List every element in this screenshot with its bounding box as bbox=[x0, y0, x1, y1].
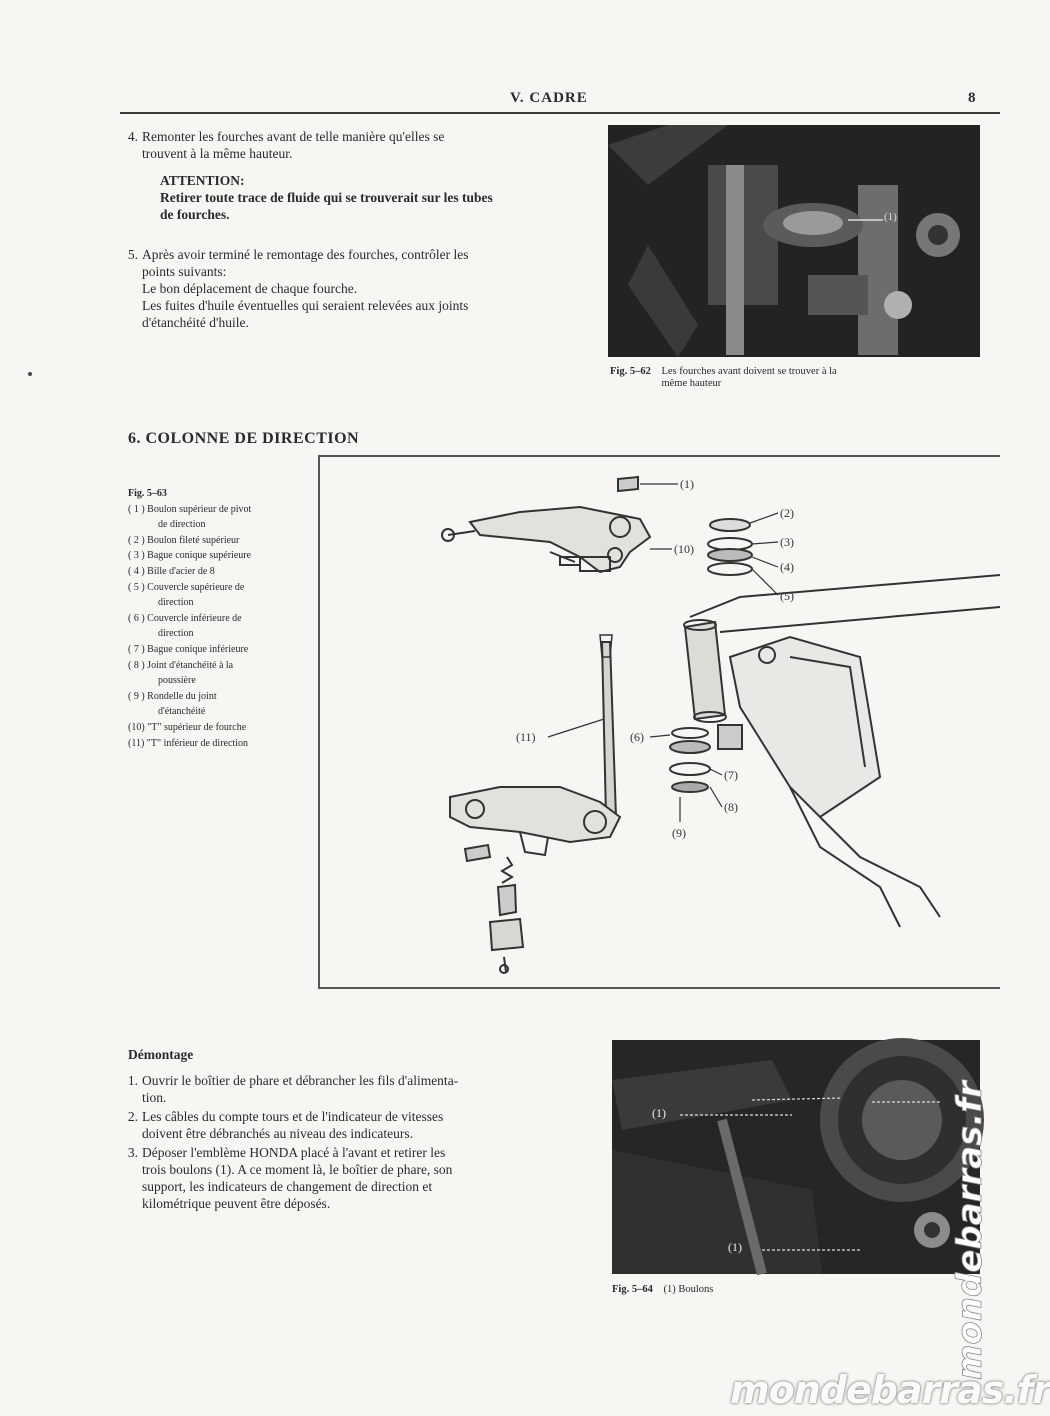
demontage-step-2 bbox=[118, 1108, 568, 1144]
step-line: points suivants: bbox=[142, 264, 227, 279]
demontage-step-1 bbox=[118, 1072, 568, 1108]
step-text bbox=[142, 1072, 458, 1106]
step-number: 3. bbox=[127, 1145, 138, 1160]
step-text bbox=[142, 1144, 452, 1212]
fig64-caption bbox=[612, 1284, 713, 1296]
legend-item-1: ( 1 ) Boulon supérieur de pivot bbox=[128, 503, 252, 515]
step-line: Ouvrir le boîtier de phare et débrancher les fils d'alimenta- bbox=[142, 1073, 459, 1088]
step-4 bbox=[118, 128, 588, 168]
fig62-callout: (1) bbox=[884, 211, 897, 223]
steering-exploded-diagram bbox=[320, 457, 1000, 987]
step-line: trois boulons (1). A ce moment là, le boîtier de phare, son bbox=[142, 1162, 453, 1177]
step-line: Les fuites d'huile éventuelles qui seraient relevées aux joints bbox=[142, 298, 469, 313]
demontage-title: Démontage bbox=[128, 1047, 194, 1062]
legend-item-6: ( 6 ) Couvercle inférieure de bbox=[128, 612, 242, 624]
header-rule bbox=[120, 112, 1000, 114]
steering-stem bbox=[602, 642, 616, 817]
callout-9: (9) bbox=[672, 826, 686, 840]
legend-item-5: ( 5 ) Couvercle supérieure de bbox=[128, 581, 245, 593]
step-line: tion. bbox=[142, 1090, 167, 1105]
fig62-caption bbox=[610, 366, 980, 390]
fig64-photo bbox=[612, 1040, 980, 1274]
watermark-bottom: mondebarras.fr bbox=[730, 1368, 1050, 1412]
frame-gusset bbox=[730, 637, 880, 817]
margin-dot bbox=[28, 372, 32, 376]
pivot-bolt bbox=[618, 477, 638, 491]
fork-photo-illustration bbox=[608, 125, 980, 357]
fig62-caption-line: même hauteur bbox=[661, 378, 722, 389]
callout-7: (7) bbox=[724, 768, 738, 782]
callout-10: (10) bbox=[674, 542, 694, 556]
step-line: doivent être débranchés au niveau des indicateurs. bbox=[142, 1126, 414, 1141]
legend-item-4: ( 4 ) Bille d'acier de 8 bbox=[128, 565, 215, 577]
attention-title: ATTENTION: bbox=[160, 173, 245, 188]
page-number: 8 bbox=[968, 90, 976, 106]
attention-line: de fourches. bbox=[160, 207, 230, 222]
fig62-label: Fig. 5–62 bbox=[610, 366, 651, 377]
step-line: trouvent à la même hauteur. bbox=[142, 146, 293, 161]
attention-line: Retirer toute trace de fluide qui se trouverait sur les tubes bbox=[160, 190, 493, 205]
fig64-label: Fig. 5–64 bbox=[612, 1284, 653, 1295]
step-line: Le bon déplacement de chaque fourche. bbox=[142, 281, 358, 296]
section-title: 6. COLONNE DE DIRECTION bbox=[128, 430, 360, 447]
step-number: 5. bbox=[127, 247, 138, 262]
legend-item-7: ( 7 ) Bague conique inférieure bbox=[128, 643, 249, 655]
callout-5: (5) bbox=[780, 589, 794, 603]
attention-block bbox=[160, 172, 580, 223]
fig62-caption-line: Les fourches avant doivent se trouver à la bbox=[661, 366, 837, 377]
legend-item-8-cont: poussière bbox=[158, 675, 196, 687]
fig63-legend bbox=[128, 486, 318, 751]
step-text bbox=[142, 128, 444, 162]
frame-down-tube bbox=[790, 787, 900, 927]
step-text bbox=[142, 1108, 443, 1142]
fig63-label: Fig. 5–63 bbox=[128, 488, 167, 499]
fig64-callout: (1) bbox=[652, 1106, 666, 1120]
legend-item-9-cont: d'étanchéité bbox=[158, 706, 206, 718]
fig64-caption-text: (1) Boulons bbox=[663, 1284, 714, 1295]
step-line: Après avoir terminé le remontage des fourches, contrôler les bbox=[142, 247, 469, 262]
callout-4: (4) bbox=[780, 560, 794, 574]
callout-6: (6) bbox=[630, 730, 644, 744]
step-number: 2. bbox=[127, 1109, 138, 1124]
legend-item-5-cont: direction bbox=[158, 597, 194, 609]
step-line: Remonter les fourches avant de telle manière qu'elles se bbox=[142, 129, 445, 144]
legend-item-8: ( 8 ) Joint d'étanchéité à la bbox=[128, 659, 234, 671]
headlight-photo-illustration bbox=[612, 1040, 980, 1274]
fig62-photo bbox=[608, 125, 980, 357]
steering-head-tube bbox=[685, 622, 725, 719]
step-line: d'étanchéité d'huile. bbox=[142, 315, 249, 330]
step-number: 4. bbox=[127, 129, 138, 144]
legend-item-11: (11) "T" inférieur de direction bbox=[128, 737, 248, 749]
frame-tube-inner bbox=[720, 607, 1000, 632]
callout-3: (3) bbox=[780, 535, 794, 549]
callout-11: (11) bbox=[516, 730, 536, 744]
callout-1: (1) bbox=[680, 477, 694, 491]
step-line: Les câbles du compte tours et de l'indicateur de vitesses bbox=[142, 1109, 444, 1124]
legend-item-1-cont: de direction bbox=[158, 519, 206, 531]
watermark-vertical-text: mondebarras.fr bbox=[950, 1081, 990, 1380]
fig64-callout-lower: (1) bbox=[728, 1240, 742, 1254]
watermark-vertical bbox=[937, 1080, 997, 1390]
legend-item-2: ( 2 ) Boulon fileté supérieur bbox=[128, 534, 240, 546]
step-line: support, les indicateurs de changement de direction et bbox=[142, 1179, 433, 1194]
step-line: kilométrique peuvent être déposés. bbox=[142, 1196, 331, 1211]
legend-item-9: ( 9 ) Rondelle du joint bbox=[128, 690, 217, 702]
legend-item-10: (10) "T" supérieur de fourche bbox=[128, 721, 247, 733]
legend-item-6-cont: direction bbox=[158, 628, 194, 640]
step-line: Déposer l'emblème HONDA placé à l'avant et retirer les bbox=[142, 1145, 446, 1160]
callout-8: (8) bbox=[724, 800, 738, 814]
step-text bbox=[142, 246, 469, 331]
legend-item-3: ( 3 ) Bague conique supérieure bbox=[128, 550, 252, 562]
callout-2: (2) bbox=[780, 506, 794, 520]
demontage-step-3 bbox=[118, 1144, 568, 1216]
step-number: 1. bbox=[127, 1073, 138, 1088]
header-title: V. CADRE bbox=[510, 90, 588, 106]
step-5 bbox=[118, 246, 588, 336]
